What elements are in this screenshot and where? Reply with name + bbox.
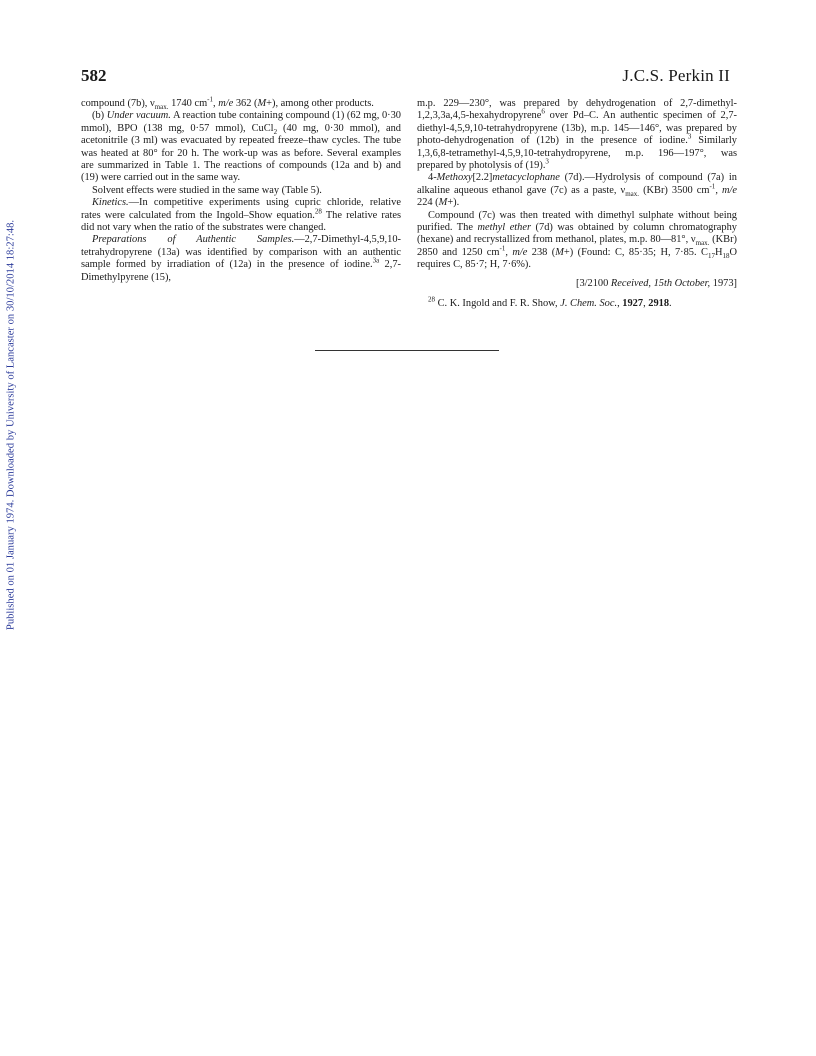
right-column [417,98,737,311]
download-notice-sidebar [0,0,22,1056]
paragraph-compound-7b: compound (7b), $\nu_{max.}$ 1740 $cm^{-1}$, m/e 362 (M+), among other products. [81,95,374,112]
paragraph-kinetics: Kinetics.—In competitive experiments using cupric chloride, relative rates were calculated from the Ingold–Show equation.$^{28}$ The relative rates did not vary when the ratio of the substrates were changed. [81,197,401,234]
paragraph-dimethylpyrene: m.p. 229—230°, was prepared by dehydrogenation of 2,7-dimethyl-1,2,3,3a,4,5-hexahydropyrene$^6$ over Pd–C. An authentic specimen of 2,7-diethyl-4,5,9,10-tetrahydropyrene (13b), m.p. 145—146°, was prepared by photo-dehydrogenation of (12b) in the presence of iodine.$^3$ Similarly 1,3,6,8-tetramethyl-4,5,9,10-tetrahydropyrene, m.p. 196—197°, was prepared by photolysis of (19).$^3$ [417,98,737,172]
download-notice-text: Published on 01 January 1974. Downloaded by University of Lancaster on 30/10/2014 18:27:48. [5,219,17,631]
paragraph-solvent-effects: Solvent effects were studied in the same way (Table 5). [92,184,322,196]
left-column [81,95,401,284]
paragraph-authentic-samples: Preparations of Authentic Samples.—2,7-Dimethyl-4,5,9,10-tetrahydropyrene (13a) was identified by comparison with an authentic sample formed by irradiation of (12a) in the presence of iodine.$^{3a}$ 2,7-Dimethylpyrene (15), [81,234,401,283]
paragraph-methyl-ether: Compound (7c) was then treated with dimethyl sulphate without being purified. The methyl ether (7d) was obtained by column chromatography (hexane) and recrystallized from methanol, plates, m.p. 80—81°, $\nu_{max.}$ (KBr) 2850 and 1250 $cm^{-1}$, m/e 238 (M+) (Found: C, 85·35; H, 7·85. $C_{17}H_{18}O$ requires C, 85·7; H, 7·6%). [417,209,737,271]
paragraph-under-vacuum: (b) Under vacuum. A reaction tube containing compound (1) (62 mg, 0·30 mmol), BPO (138 mg, 0·57 mmol), CuCl$_2$ (40 mg, 0·30 mmol), and acetonitrile (3 ml) was evacuated by repeated freeze–thaw cycles. The tube was heated at 80° for 20 h. The work-up was as before. Several examples are summarized in Table 1. The reactions of compounds (12a and b) and (19) were carried out in the same way. [81,110,401,184]
end-rule [315,350,499,351]
paragraph-methoxy-metacyclophane: 4-Methoxy[2.2]metacyclophane (7d).—Hydrolysis of compound (7a) in alkaline aqueous ethanol gave (7c) as a paste, $\nu_{max.}$ (KBr) 3500 $cm^{-1}$, m/e 224 (M+). [417,172,737,209]
received-date: [3/2100 Received, 15th October, 1973] [575,277,737,289]
journal-title: J.C.S. Perkin II [622,66,730,85]
page-number: 582 [81,66,107,85]
footnote-28: $^{28}$ C. K. Ingold and F. R. Show, J. Chem. Soc., 1927, 2918. [428,295,672,310]
